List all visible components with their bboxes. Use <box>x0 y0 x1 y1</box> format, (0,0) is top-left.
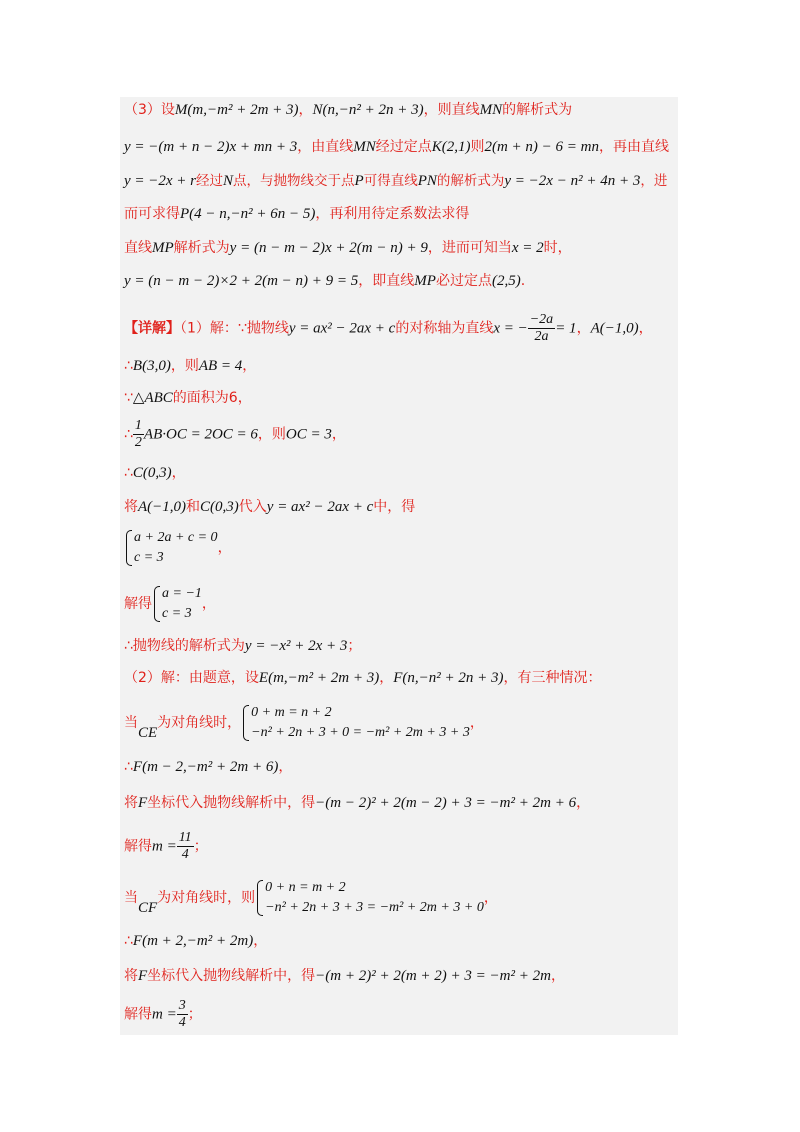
detail-line-3: ∵△ABC的面积为6， <box>124 390 252 406</box>
detail-line-4: ∴ $\frac{1}{2}$ AB·OC = 2OC = 6，则OC = 3， <box>124 418 346 450</box>
axis-fraction: $\frac{-2a}{2a}$ <box>529 312 554 344</box>
p3-line-2: y = −(m + n − 2)x + mn + 3，由直线MN经过定点K(2,1)则2(m + n) − 6 = mn，再由直线 <box>124 139 669 155</box>
detail-line-1: 【详解】（1）解：∵抛物线y = ax² − 2ax + c的对称轴为直线x = − $\frac{-2a}{2a}$ = 1，A(−1,0)， <box>124 312 653 344</box>
case-ce-solution: 解得m = $\frac{11}{4}$ ； <box>124 830 208 862</box>
case-ce-f: ∴F(m − 2,−m² + 2m + 6)， <box>124 759 293 775</box>
m-fraction-11-4: $\frac{11}{4}$ <box>178 830 192 862</box>
detail-line-6: 将A(−1,0)和C(0,3)代入y = ax² − 2ax + c中，得 <box>124 499 416 515</box>
system-1: a + 2a + c = 0 c = 3 ， <box>124 528 232 568</box>
detail-line-7: 解得 a = −1 c = 3 ， <box>124 584 216 624</box>
half-fraction: $\frac{1}{2}$ <box>134 418 142 450</box>
equation-system: a + 2a + c = 0 c = 3 <box>124 528 218 568</box>
case-cf-sub: 将F坐标代入抛物线解析中，得−(m + 2)² + 2(m + 2) + 3 = −m² + 2m， <box>124 968 565 984</box>
case-cf-solution: 解得m = $\frac{3}{4}$ ； <box>124 998 202 1030</box>
p3-line-5: 直线MP解析式为y = (n − m − 2)x + 2(m − n) + 9，进而可知当x = 2时， <box>124 240 572 256</box>
ce-system: 0 + m = n + 2 −n² + 2n + 3 + 0 = −m² + 2m + 3 + 3 <box>241 703 470 743</box>
detail-line-5: ∴C(0,3)， <box>124 465 186 481</box>
p3-line-1: （3）设M(m,−m² + 2m + 3)，N(n,−n² + 2n + 3)，则直线MN的解析式为 <box>124 102 573 118</box>
solution-system: a = −1 c = 3 <box>152 584 202 624</box>
case-ce-sub: 将F坐标代入抛物线解析中，得−(m − 2)² + 2(m − 2) + 3 = −m² + 2m + 6， <box>124 795 591 811</box>
case-cf: 当CF为对角线时，则 0 + n = m + 2 −n² + 2n + 3 + 3 = −m² + 2m + 3 + 0 ， <box>124 880 498 916</box>
p3-line-4: 而可求得P(4 − n,−n² + 6n − 5)，再利用待定系数法求得 <box>124 206 470 222</box>
m-fraction-3-4: $\frac{3}{4}$ <box>178 998 186 1030</box>
p3-line-6: y = (n − m − 2)×2 + 2(m − n) + 9 = 5，即直线MP必过定点(2,5). <box>124 273 526 289</box>
part2-line-1: （2）解：由题意，设E(m,−m² + 2m + 3)，F(n,−n² + 2n + 3)，有三种情况： <box>124 670 602 686</box>
detail-line-2: ∴B(3,0)，则AB = 4， <box>124 358 257 374</box>
case-cf-f: ∴F(m + 2,−m² + 2m)， <box>124 933 268 949</box>
cf-system: 0 + n = m + 2 −n² + 2n + 3 + 3 = −m² + 2m + 3 + 0 <box>255 878 484 918</box>
p3-line-3: y = −2x + r经过N点，与抛物线交于点P可得直线PN的解析式为y = −2x − n² + 4n + 3，进 <box>124 173 668 189</box>
case-ce: 当CE为对角线时， 0 + m = n + 2 −n² + 2n + 3 + 0 = −m² + 2m + 3 + 3 ， <box>124 705 484 741</box>
detail-line-8: ∴抛物线的解析式为y = −x² + 2x + 3； <box>124 638 362 654</box>
